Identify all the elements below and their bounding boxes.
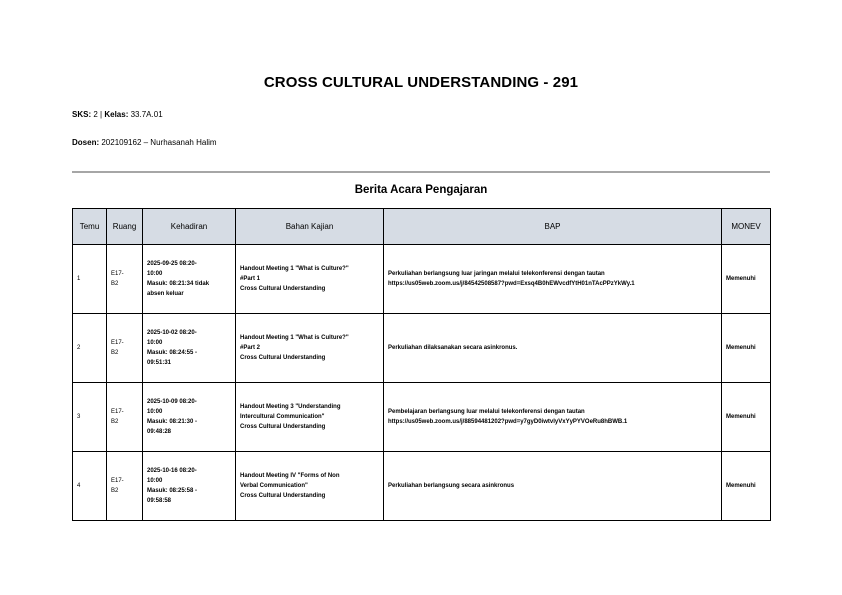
cell-ruang: E17- B2 [107,383,143,452]
table-row [73,245,771,314]
zoom-link[interactable]: https://us05web.zoom.us/j/84542508587?pwd=Exsq4B0hEWvcdfYtH01nTAcPPzYkWy.1 [388,281,635,287]
course-info [72,110,163,119]
header-bap: BAP [384,209,722,245]
sks-label: SKS: [72,110,92,119]
cell-bahan-kajian: Handout Meeting 1 "What is Culture?" #Part 2 Cross Cultural Understanding [236,314,384,383]
header-bahan-kajian: Bahan Kajian [236,209,384,245]
cell-bap: Perkuliahan dilaksanakan secara asinkronus. [384,314,722,383]
table-header-row [73,209,771,245]
page-title: CROSS CULTURAL UNDERSTANDING - 291 [263,74,579,91]
dosen-label: Dosen: [72,138,100,147]
cell-kehadiran: 2025-10-16 08:20- 10:00 Masuk: 08:25:58 - 09:58:58 [143,452,236,521]
cell-monev: Memenuhi [722,452,771,521]
kelas-value: 33.7A.01 [130,110,163,119]
cell-kehadiran: 2025-10-02 08:20- 10:00 Masuk: 08:24:55 - 09:51:31 [143,314,236,383]
header-monev: MONEV [722,209,771,245]
header-ruang: Ruang [107,209,143,245]
cell-bap: Pembelajaran berlangsung luar melalui telekonferensi dengan tautan https://us05web.zoom.us/j/88594481202?pwd=y7gyD0iwtvlyVxYyPYVOeRu8hBWB.1 [384,383,722,452]
divider [72,171,770,173]
table-row [73,314,771,383]
table-row [73,452,771,521]
cell-monev: Memenuhi [722,245,771,314]
cell-monev: Memenuhi [722,314,771,383]
cell-ruang: E17- B2 [107,245,143,314]
cell-bap: Perkuliahan berlangsung secara asinkronus [384,452,722,521]
header-temu: Temu [73,209,107,245]
cell-bahan-kajian: Handout Meeting 3 "Understanding Intercultural Communication" Cross Cultural Understanding [236,383,384,452]
cell-temu: 4 [73,452,107,521]
separator: | [100,110,103,119]
cell-kehadiran: 2025-10-09 08:20- 10:00 Masuk: 08:21:30 - 09:48:28 [143,383,236,452]
cell-temu: 2 [73,314,107,383]
bap-table [72,208,771,521]
section-title: Berita Acara Pengajaran [354,184,488,196]
dosen-value: 202109162 – Nurhasanah Halim [101,138,217,147]
lecturer-info [72,138,217,147]
header-kehadiran: Kehadiran [143,209,236,245]
cell-bap: Perkuliahan berlangsung luar jaringan melalui telekonferensi dengan tautan https://us05web.zoom.us/j/84542508587?pwd=Exsq4B0hEWvcdfYtH01nTAcPPzYkWy.1 [384,245,722,314]
cell-kehadiran: 2025-09-25 08:20- 10:00 Masuk: 08:21:34 tidak absen keluar [143,245,236,314]
cell-temu: 1 [73,245,107,314]
cell-temu: 3 [73,383,107,452]
kelas-label: Kelas: [104,110,129,119]
sks-value: 2 [93,110,98,119]
cell-monev: Memenuhi [722,383,771,452]
cell-ruang: E17- B2 [107,314,143,383]
cell-ruang: E17- B2 [107,452,143,521]
cell-bahan-kajian: Handout Meeting IV "Forms of Non Verbal Communication" Cross Cultural Understanding [236,452,384,521]
zoom-link[interactable]: https://us05web.zoom.us/j/88594481202?pwd=y7gyD0iwtvlyVxYyPYVOeRu8hBWB.1 [388,419,628,425]
cell-bahan-kajian: Handout Meeting 1 "What is Culture?" #Part 1 Cross Cultural Understanding [236,245,384,314]
table-row [73,383,771,452]
